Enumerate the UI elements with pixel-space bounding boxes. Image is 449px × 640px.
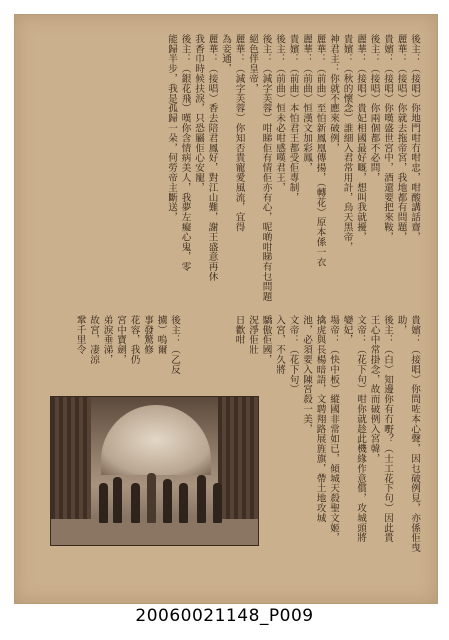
script-line: 驕傲佢國，: [260, 315, 272, 365]
performer-figure: [147, 473, 156, 523]
script-line: 池，必須要入陳宮殺一美，: [301, 315, 312, 434]
script-line: 神君主：你就不應來破例，: [328, 34, 339, 153]
script-line: 事發驚修: [142, 315, 153, 355]
performer-figure: [163, 479, 172, 523]
script-line: 宮中寶劍，: [115, 315, 126, 365]
script-line: 王心中常掛念，故而破例入宮韓，: [368, 315, 380, 464]
upper-script-text: [165, 34, 422, 304]
performer-figure: [213, 483, 222, 523]
script-line: 貴嬪：（前曲）本怕君王都受佢專制，: [287, 34, 299, 203]
performer-figure: [131, 483, 140, 523]
script-line: 我香巾時候扶淚，只恐屬佢心安寵，: [193, 34, 204, 193]
script-line: 擄）嗚爾: [155, 315, 167, 355]
stage-arch: [101, 405, 211, 475]
script-line: 能歸半步，我是孤歸一朵，何勞帝主斷送，: [166, 34, 177, 223]
script-line: 文帝：（花下句）: [287, 315, 299, 395]
script-line: 麗華：（前曲）至怕新鳳凰傳揚，（轉花）原本係一衣: [314, 34, 326, 267]
script-line: 擒虎與長楊暗語，文聘翔路展旌旗，帶土地攻城: [314, 315, 326, 523]
script-line: 麗華：（前曲）恒漢文加彩鳳，: [301, 34, 312, 173]
script-line: 麗華：（減字芙蓉）你知否貴寵愛風流，宜得: [233, 34, 245, 232]
script-line: 助，: [395, 315, 407, 335]
script-line: 後主：（減字芙蓉）咁睇佢有情佢亦有心，呢啲咁睇有乜問題: [260, 34, 272, 302]
performer-figure: [113, 477, 122, 523]
archive-id-caption: 20060021148_P009: [135, 606, 314, 626]
script-line: 為妾通，: [220, 34, 231, 74]
script-line: 後主：（銀花飛）嘆你含情病美人，我夢左癡心鬼，零: [179, 34, 191, 272]
script-line: 入宮，不久將: [274, 315, 285, 375]
script-line: 日歡咁: [233, 315, 245, 345]
performer-figure: [179, 483, 188, 523]
script-line: 文帝：（花下句）咁你就趁此機緣作意償，攻城頭將: [355, 315, 366, 543]
script-line: 弟淚垂涕，: [101, 315, 113, 365]
script-line: 麗華：（接唱）貴妃相國最好嘅，想叫我就擾，: [355, 34, 366, 242]
performer-figure: [99, 483, 108, 523]
script-line: 後主：（乙反: [169, 315, 180, 375]
script-line: 故宮，凄涼: [88, 315, 99, 365]
script-line: 況淨佢壯: [247, 315, 258, 355]
script-line: 鞏千里令: [74, 315, 86, 355]
lower-right-script-text: [232, 315, 421, 565]
script-line: 絕色伴皇帝，: [247, 34, 258, 94]
script-line: 貴嬪：（接唱）你問咗本心聲，因乜破例見，亦係佢曳: [409, 315, 420, 553]
script-line: 後主：（接唱）你地門咁冇咁忠，咁酸講話齋，: [409, 34, 420, 242]
lower-left-script-text: [73, 315, 181, 390]
script-line: 花容，我仍: [128, 315, 140, 365]
performer-figure: [197, 475, 206, 523]
script-line: 貴嬪：（接唱）你嘆盛世宮中，酒還要把來鞍，: [382, 34, 393, 242]
script-line: 麗華：（接唱）香去陪君鳳好，對江山難，謝王盛意再休: [206, 34, 218, 282]
script-line: 後主：（白）知邊你有冇嘢？（士工花下句）因此貴: [382, 315, 393, 543]
script-line: 場帝：（快中板）縱國非常如已，傾城天殺聖文姬，: [328, 315, 339, 543]
script-line: 孌妃，: [341, 315, 353, 345]
script-line: 麗華：（接唱）你就去拖帝宮，我地都有問題，: [395, 34, 407, 242]
script-line: 後主：（前曲）恒未必咁感嘆君王，: [274, 34, 285, 193]
stage-photo: [50, 396, 259, 546]
script-line: 貴嬪：（秋的懷念）誰細入君常用計，烏天黑帝，: [341, 34, 353, 252]
script-line: 後主：（接唱）你兩個都不必問，: [368, 34, 380, 183]
